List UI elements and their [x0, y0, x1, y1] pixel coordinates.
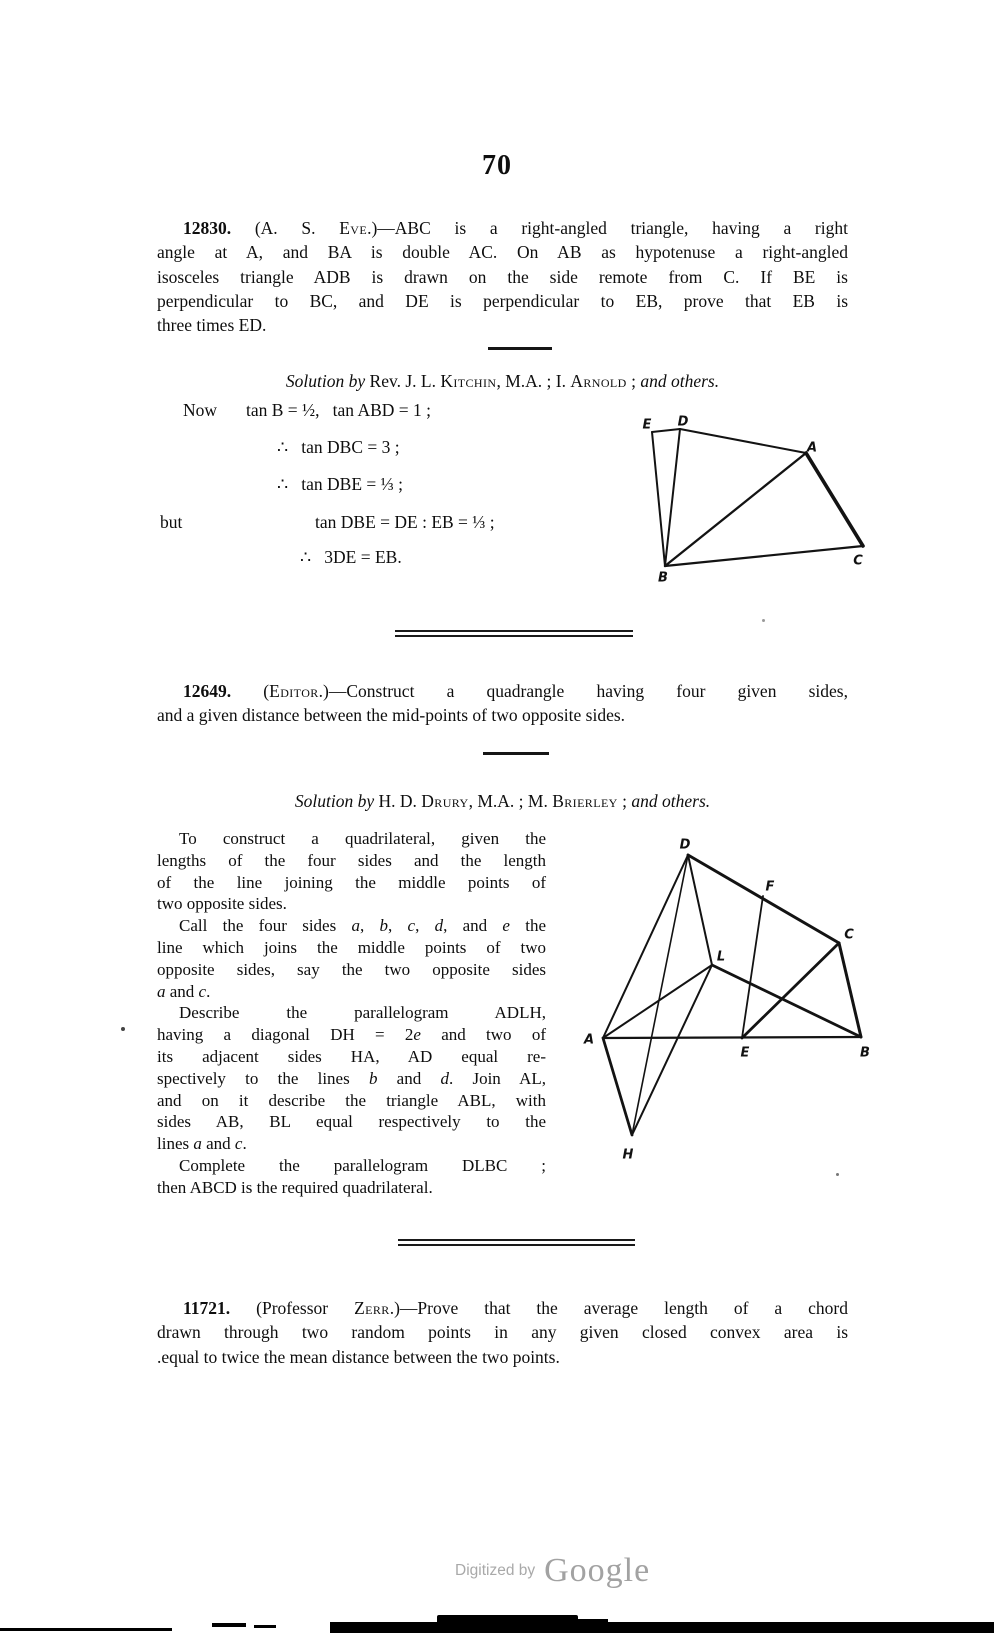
text-segment: and	[165, 981, 199, 1001]
text-segment: .)—Prove that the average length of a chord	[389, 1298, 849, 1318]
text-segment: ,	[388, 916, 408, 936]
scan-speck	[121, 1027, 125, 1031]
double-rule-separator	[395, 630, 633, 637]
section-rule	[483, 752, 549, 755]
diagram-label-E: E	[740, 1045, 750, 1061]
text-line	[157, 1111, 546, 1133]
text-segment: .)—ABC is a right-angled triangle, having a right	[367, 218, 848, 238]
diagram-edge-LB	[712, 965, 861, 1037]
text-segment: d	[440, 1068, 449, 1088]
text-line	[157, 893, 546, 915]
text-segment: Zerr	[354, 1298, 390, 1318]
text-segment: spectively to the lines	[157, 1068, 369, 1088]
problem-12649-statement	[157, 679, 848, 728]
text-segment: 11721.	[183, 1298, 231, 1318]
text-line	[157, 1090, 546, 1112]
text-segment: e	[502, 916, 510, 936]
text-segment: a	[193, 1134, 202, 1154]
text-segment: c	[234, 1134, 243, 1154]
text-segment: and two of	[420, 1025, 546, 1045]
diagram-label-B: B	[860, 1045, 870, 1061]
text-segment: 12830.	[183, 218, 232, 238]
math-word-but: but	[160, 512, 183, 532]
diagram-edge-DC	[688, 855, 839, 943]
text-segment: e	[413, 1025, 421, 1045]
text-segment: isosceles triangle ADB is drawn on the side remote from C. If BE is	[157, 266, 848, 287]
scan-edge-bar-step	[576, 1619, 608, 1625]
diagram-edge-CB	[839, 943, 861, 1037]
text-line	[157, 850, 546, 872]
problem-11721-statement	[157, 1296, 848, 1369]
text-line	[157, 1320, 848, 1344]
text-segment: , M.A. ; M.	[468, 791, 553, 811]
text-segment: b	[368, 1068, 378, 1088]
diagram-edge-DL	[688, 855, 712, 965]
text-segment: Brierley	[552, 791, 618, 811]
diagram-edge-EC	[742, 943, 839, 1038]
rule-line	[395, 635, 633, 637]
text-line	[157, 1046, 546, 1068]
text-line	[157, 1155, 546, 1177]
text-line	[157, 1002, 546, 1024]
diagram-edge-ED	[652, 429, 680, 432]
diagram-edge-LH	[632, 965, 712, 1135]
text-segment: Solution by	[285, 371, 370, 391]
text-segment: angle at A, and BA is double AC. On AB as hypotenuse a right-angled	[157, 242, 848, 263]
diagram-label-F: F	[765, 879, 775, 895]
text-segment: c	[198, 981, 207, 1001]
text-segment: lengths of the four sides and the length	[157, 850, 546, 870]
text-segment: drawn through two random points in any given closed convex area is	[157, 1322, 848, 1343]
text-segment: and on it describe the triangle ABL, with	[157, 1090, 546, 1110]
solution-12649-text	[157, 828, 546, 1199]
text-segment: (Professor	[230, 1298, 355, 1318]
diagram-edge-BE	[652, 432, 665, 566]
text-segment: a	[351, 916, 360, 936]
text-line	[157, 981, 546, 1003]
double-rule-separator	[398, 1239, 635, 1246]
text-segment: three times ED.	[157, 315, 267, 336]
text-segment: Call the four sides	[179, 916, 352, 936]
diagram-label-A: A	[806, 440, 818, 456]
rule-line	[395, 630, 633, 632]
scan-edge-dash	[212, 1623, 246, 1627]
text-line	[157, 1177, 546, 1199]
text-segment: ;	[617, 791, 632, 811]
math-line-1: tan B = ½, tan ABD = 1 ;	[246, 400, 432, 420]
solution-12649-byline	[157, 791, 848, 812]
text-segment: perpendicular to BC, and DE is perpendicular to EB, prove that EB is	[157, 290, 848, 311]
digitized-watermark	[0, 1552, 994, 1602]
diagram-label-B: B	[658, 570, 668, 586]
diagram-edge-DA	[680, 429, 806, 453]
text-line	[157, 1068, 546, 1090]
text-line	[157, 872, 546, 894]
diagram-label-C: C	[853, 553, 863, 569]
google-logo-text: Google	[544, 1552, 651, 1589]
page-number: 70	[482, 150, 512, 181]
text-segment: and others.	[631, 791, 711, 811]
text-line	[157, 1024, 546, 1046]
text-line	[157, 915, 546, 937]
text-segment: ,	[415, 916, 435, 936]
text-line	[157, 703, 848, 727]
text-line	[157, 265, 848, 289]
rule-line	[398, 1239, 635, 1241]
text-segment: and	[201, 1134, 235, 1154]
diagram-edge-BD	[665, 429, 680, 566]
text-segment: .equal to twice the mean distance between the two points.	[157, 1346, 560, 1367]
text-segment: ;	[626, 371, 641, 391]
text-segment: , and	[443, 916, 503, 936]
diagram-label-A: A	[583, 1032, 595, 1048]
text-line	[157, 1133, 546, 1155]
text-segment: H. D.	[378, 791, 422, 811]
rule-line	[398, 1244, 635, 1246]
text-segment: and a given distance between the mid-points of two opposite sides.	[157, 705, 626, 726]
text-segment: and others.	[640, 371, 720, 391]
watermark-row	[455, 1552, 650, 1590]
text-segment: Editor	[269, 681, 319, 701]
solution-12830-byline	[157, 371, 848, 392]
digitized-by-text: Digitized by	[455, 1562, 536, 1579]
text-segment: two opposite sides.	[157, 894, 287, 914]
diagram-label-D: D	[677, 414, 689, 430]
text-segment: its adjacent sides HA, AD equal re-	[157, 1046, 546, 1066]
diagram-label-L: L	[716, 949, 726, 965]
text-segment: lines	[157, 1134, 194, 1154]
text-segment: line which joins the middle points of two	[157, 937, 546, 957]
scan-speck	[836, 1173, 839, 1176]
section-rule	[488, 347, 552, 350]
scan-speck	[762, 619, 765, 622]
text-line	[157, 289, 848, 313]
text-segment: of the line joining the middle points of	[157, 872, 546, 892]
math-line-3: ∴ tan DBE = ⅓ ;	[277, 474, 403, 494]
text-line	[157, 1296, 848, 1320]
text-segment: (	[231, 681, 270, 701]
text-segment: and	[377, 1068, 441, 1088]
text-segment: . Join AL,	[448, 1068, 546, 1088]
text-segment: Kitchin	[440, 371, 497, 391]
text-segment: Arnold	[570, 371, 627, 391]
geometry-diagram-12830	[615, 403, 875, 588]
text-segment: .)—Construct a quadrangle having four given sides,	[318, 681, 848, 701]
text-segment: b	[379, 916, 388, 936]
diagram-edge-AC	[806, 453, 863, 546]
text-segment: ,	[359, 916, 380, 936]
text-segment: Rev. J. L.	[369, 371, 441, 391]
text-segment: , M.A. ; I.	[496, 371, 571, 391]
diagram-edge-DH	[632, 855, 688, 1135]
diagram-label-E: E	[642, 417, 652, 433]
text-segment: d	[434, 916, 444, 936]
diagram-label-H: H	[622, 1147, 634, 1163]
text-line	[157, 679, 848, 703]
diagram-edge-CB	[665, 546, 863, 566]
text-line	[157, 1345, 848, 1369]
diagram-edge-AB	[603, 1037, 861, 1038]
text-segment: (A. S.	[231, 218, 340, 238]
text-segment: Drury	[421, 791, 469, 811]
math-line-2: ∴ tan DBC = 3 ;	[277, 437, 400, 457]
text-segment: To construct a quadrilateral, given the	[179, 829, 546, 848]
text-segment: .	[206, 981, 211, 1001]
text-segment: Eve	[339, 218, 368, 238]
text-segment: .	[242, 1134, 247, 1154]
text-line	[157, 240, 848, 264]
diagram-label-C: C	[844, 927, 854, 943]
text-line	[157, 959, 546, 981]
text-segment: opposite sides, say the two opposite sides	[157, 959, 546, 979]
diagram-edge-BA	[665, 453, 806, 566]
text-segment: the	[509, 916, 546, 936]
scan-edge-dash	[254, 1625, 276, 1628]
geometry-diagram-12649	[575, 835, 885, 1165]
diagram-edge-AH	[603, 1038, 632, 1135]
diagram-label-D: D	[679, 837, 691, 853]
text-segment: a	[157, 981, 166, 1001]
scan-edge-bar	[330, 1622, 994, 1633]
text-line	[157, 313, 848, 337]
text-segment: c	[407, 916, 416, 936]
text-segment: sides AB, BL equal respectively to the	[157, 1112, 546, 1132]
scan-edge-line-left	[0, 1628, 172, 1631]
text-segment: then ABCD is the required quadrilateral.	[157, 1177, 433, 1197]
scan-edge-bar-hump	[437, 1615, 578, 1625]
math-word-now: Now	[183, 400, 218, 420]
problem-12830-statement	[157, 216, 848, 337]
diagram-edge-FE	[742, 896, 763, 1038]
text-segment: Describe the parallelogram ADLH,	[179, 1003, 546, 1023]
text-segment: Solution by	[294, 791, 379, 811]
text-segment: Complete the parallelogram DLBC ;	[179, 1155, 546, 1175]
math-line-4: tan DBE = DE : EB = ⅓ ;	[315, 512, 495, 532]
text-segment: 12649.	[183, 681, 232, 701]
math-line-5: ∴ 3DE = EB.	[300, 547, 402, 567]
text-line	[157, 216, 848, 240]
text-line	[157, 937, 546, 959]
text-line	[157, 828, 546, 850]
text-segment: having a diagonal DH = 2	[157, 1025, 414, 1045]
